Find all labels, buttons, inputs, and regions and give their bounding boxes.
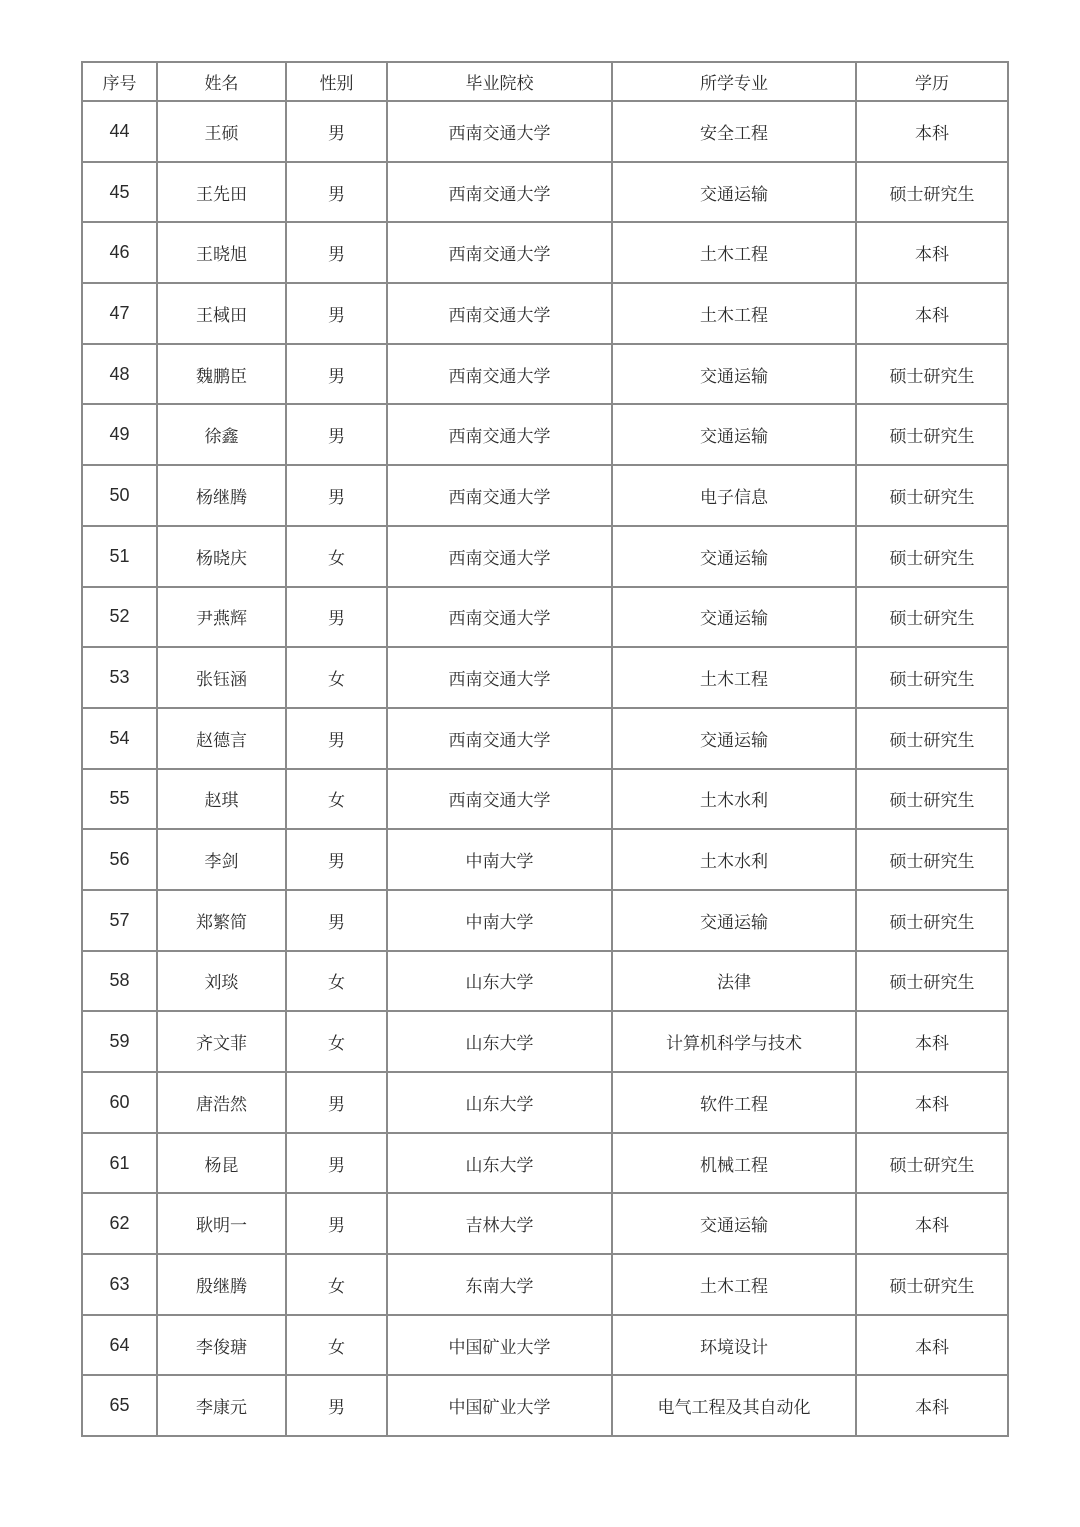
cell-major: 法律 xyxy=(612,951,856,1012)
cell-serial-number: 47 xyxy=(82,283,157,344)
cell-education: 硕士研究生 xyxy=(856,404,1008,465)
cell-gender: 男 xyxy=(286,587,387,648)
cell-serial-number: 50 xyxy=(82,465,157,526)
header-name: 姓名 xyxy=(157,62,286,101)
cell-major: 计算机科学与技术 xyxy=(612,1011,856,1072)
personnel-table xyxy=(81,61,1009,1437)
cell-graduate-school: 西南交通大学 xyxy=(387,587,612,648)
cell-education: 硕士研究生 xyxy=(856,647,1008,708)
table-row xyxy=(82,587,1008,648)
cell-gender: 男 xyxy=(286,222,387,283)
header-graduate-school: 毕业院校 xyxy=(387,62,612,101)
table-row xyxy=(82,1011,1008,1072)
cell-education: 硕士研究生 xyxy=(856,769,1008,830)
cell-major: 交通运输 xyxy=(612,344,856,405)
cell-major: 交通运输 xyxy=(612,890,856,951)
cell-gender: 男 xyxy=(286,1375,387,1436)
cell-gender: 男 xyxy=(286,1133,387,1194)
table-row xyxy=(82,769,1008,830)
cell-gender: 女 xyxy=(286,1254,387,1315)
cell-graduate-school: 山东大学 xyxy=(387,1133,612,1194)
table-row xyxy=(82,404,1008,465)
cell-graduate-school: 西南交通大学 xyxy=(387,222,612,283)
table-row xyxy=(82,1254,1008,1315)
table-row xyxy=(82,708,1008,769)
cell-graduate-school: 西南交通大学 xyxy=(387,162,612,223)
cell-education: 硕士研究生 xyxy=(856,587,1008,648)
cell-gender: 男 xyxy=(286,829,387,890)
table-header-row xyxy=(82,62,1008,101)
cell-gender: 男 xyxy=(286,404,387,465)
cell-name: 赵琪 xyxy=(157,769,286,830)
cell-major: 土木工程 xyxy=(612,283,856,344)
table-row xyxy=(82,1133,1008,1194)
cell-name: 李剑 xyxy=(157,829,286,890)
cell-major: 软件工程 xyxy=(612,1072,856,1133)
cell-major: 土木水利 xyxy=(612,829,856,890)
cell-gender: 女 xyxy=(286,526,387,587)
cell-graduate-school: 西南交通大学 xyxy=(387,465,612,526)
cell-name: 郑繁简 xyxy=(157,890,286,951)
cell-serial-number: 46 xyxy=(82,222,157,283)
cell-graduate-school: 西南交通大学 xyxy=(387,344,612,405)
table-row xyxy=(82,647,1008,708)
cell-major: 土木工程 xyxy=(612,647,856,708)
cell-graduate-school: 东南大学 xyxy=(387,1254,612,1315)
cell-education: 本科 xyxy=(856,1193,1008,1254)
cell-name: 杨昆 xyxy=(157,1133,286,1194)
cell-serial-number: 53 xyxy=(82,647,157,708)
cell-gender: 男 xyxy=(286,1193,387,1254)
cell-education: 硕士研究生 xyxy=(856,526,1008,587)
cell-serial-number: 56 xyxy=(82,829,157,890)
cell-education: 本科 xyxy=(856,222,1008,283)
cell-serial-number: 49 xyxy=(82,404,157,465)
cell-gender: 男 xyxy=(286,1072,387,1133)
cell-education: 硕士研究生 xyxy=(856,1133,1008,1194)
cell-name: 杨晓庆 xyxy=(157,526,286,587)
cell-serial-number: 55 xyxy=(82,769,157,830)
cell-serial-number: 65 xyxy=(82,1375,157,1436)
cell-graduate-school: 西南交通大学 xyxy=(387,647,612,708)
table-row xyxy=(82,162,1008,223)
cell-serial-number: 59 xyxy=(82,1011,157,1072)
table-row xyxy=(82,283,1008,344)
cell-gender: 男 xyxy=(286,465,387,526)
cell-gender: 女 xyxy=(286,1011,387,1072)
cell-gender: 女 xyxy=(286,951,387,1012)
cell-serial-number: 54 xyxy=(82,708,157,769)
cell-education: 本科 xyxy=(856,1072,1008,1133)
cell-major: 机械工程 xyxy=(612,1133,856,1194)
cell-major: 土木工程 xyxy=(612,1254,856,1315)
cell-serial-number: 45 xyxy=(82,162,157,223)
table-row xyxy=(82,951,1008,1012)
cell-graduate-school: 山东大学 xyxy=(387,951,612,1012)
table-row xyxy=(82,101,1008,162)
table-row xyxy=(82,222,1008,283)
cell-major: 土木水利 xyxy=(612,769,856,830)
cell-major: 交通运输 xyxy=(612,708,856,769)
cell-graduate-school: 西南交通大学 xyxy=(387,404,612,465)
cell-gender: 男 xyxy=(286,708,387,769)
table-row xyxy=(82,1315,1008,1376)
cell-name: 王棫田 xyxy=(157,283,286,344)
cell-graduate-school: 西南交通大学 xyxy=(387,283,612,344)
cell-serial-number: 48 xyxy=(82,344,157,405)
cell-major: 交通运输 xyxy=(612,162,856,223)
cell-major: 环境设计 xyxy=(612,1315,856,1376)
cell-name: 赵德言 xyxy=(157,708,286,769)
header-gender: 性别 xyxy=(286,62,387,101)
cell-education: 硕士研究生 xyxy=(856,829,1008,890)
cell-gender: 女 xyxy=(286,1315,387,1376)
cell-serial-number: 44 xyxy=(82,101,157,162)
table-row xyxy=(82,829,1008,890)
cell-education: 硕士研究生 xyxy=(856,1254,1008,1315)
cell-gender: 男 xyxy=(286,890,387,951)
table-row xyxy=(82,1193,1008,1254)
cell-education: 本科 xyxy=(856,101,1008,162)
cell-education: 本科 xyxy=(856,1011,1008,1072)
cell-serial-number: 62 xyxy=(82,1193,157,1254)
table-body xyxy=(82,101,1008,1436)
cell-major: 安全工程 xyxy=(612,101,856,162)
cell-graduate-school: 中南大学 xyxy=(387,890,612,951)
cell-serial-number: 63 xyxy=(82,1254,157,1315)
cell-name: 殷继腾 xyxy=(157,1254,286,1315)
cell-education: 硕士研究生 xyxy=(856,951,1008,1012)
cell-education: 硕士研究生 xyxy=(856,465,1008,526)
cell-major: 交通运输 xyxy=(612,404,856,465)
cell-name: 李俊瑭 xyxy=(157,1315,286,1376)
cell-name: 杨继腾 xyxy=(157,465,286,526)
table-row xyxy=(82,890,1008,951)
table-row xyxy=(82,1375,1008,1436)
table-row xyxy=(82,1072,1008,1133)
cell-major: 电气工程及其自动化 xyxy=(612,1375,856,1436)
cell-gender: 男 xyxy=(286,101,387,162)
cell-serial-number: 51 xyxy=(82,526,157,587)
cell-name: 魏鹏臣 xyxy=(157,344,286,405)
cell-education: 硕士研究生 xyxy=(856,708,1008,769)
cell-gender: 男 xyxy=(286,162,387,223)
header-major: 所学专业 xyxy=(612,62,856,101)
cell-major: 交通运输 xyxy=(612,526,856,587)
cell-graduate-school: 西南交通大学 xyxy=(387,769,612,830)
cell-major: 电子信息 xyxy=(612,465,856,526)
cell-graduate-school: 中国矿业大学 xyxy=(387,1315,612,1376)
cell-name: 耿明一 xyxy=(157,1193,286,1254)
cell-education: 硕士研究生 xyxy=(856,344,1008,405)
cell-graduate-school: 中国矿业大学 xyxy=(387,1375,612,1436)
cell-graduate-school: 中南大学 xyxy=(387,829,612,890)
cell-name: 张钰涵 xyxy=(157,647,286,708)
cell-name: 王硕 xyxy=(157,101,286,162)
cell-gender: 男 xyxy=(286,344,387,405)
cell-serial-number: 60 xyxy=(82,1072,157,1133)
cell-major: 交通运输 xyxy=(612,587,856,648)
cell-graduate-school: 吉林大学 xyxy=(387,1193,612,1254)
cell-serial-number: 58 xyxy=(82,951,157,1012)
cell-education: 硕士研究生 xyxy=(856,890,1008,951)
cell-graduate-school: 山东大学 xyxy=(387,1011,612,1072)
cell-name: 刘琰 xyxy=(157,951,286,1012)
cell-graduate-school: 山东大学 xyxy=(387,1072,612,1133)
cell-education: 本科 xyxy=(856,283,1008,344)
cell-gender: 女 xyxy=(286,769,387,830)
cell-name: 李康元 xyxy=(157,1375,286,1436)
header-serial-number: 序号 xyxy=(82,62,157,101)
cell-name: 王先田 xyxy=(157,162,286,223)
table-row xyxy=(82,526,1008,587)
cell-graduate-school: 西南交通大学 xyxy=(387,708,612,769)
cell-education: 本科 xyxy=(856,1375,1008,1436)
cell-graduate-school: 西南交通大学 xyxy=(387,526,612,587)
cell-name: 唐浩然 xyxy=(157,1072,286,1133)
cell-name: 王晓旭 xyxy=(157,222,286,283)
cell-major: 交通运输 xyxy=(612,1193,856,1254)
cell-name: 徐鑫 xyxy=(157,404,286,465)
cell-serial-number: 61 xyxy=(82,1133,157,1194)
cell-name: 尹燕辉 xyxy=(157,587,286,648)
cell-education: 硕士研究生 xyxy=(856,162,1008,223)
cell-graduate-school: 西南交通大学 xyxy=(387,101,612,162)
cell-serial-number: 57 xyxy=(82,890,157,951)
cell-education: 本科 xyxy=(856,1315,1008,1376)
cell-major: 土木工程 xyxy=(612,222,856,283)
cell-gender: 女 xyxy=(286,647,387,708)
table-row xyxy=(82,465,1008,526)
header-education: 学历 xyxy=(856,62,1008,101)
cell-name: 齐文菲 xyxy=(157,1011,286,1072)
cell-serial-number: 64 xyxy=(82,1315,157,1376)
cell-serial-number: 52 xyxy=(82,587,157,648)
table-row xyxy=(82,344,1008,405)
cell-gender: 男 xyxy=(286,283,387,344)
